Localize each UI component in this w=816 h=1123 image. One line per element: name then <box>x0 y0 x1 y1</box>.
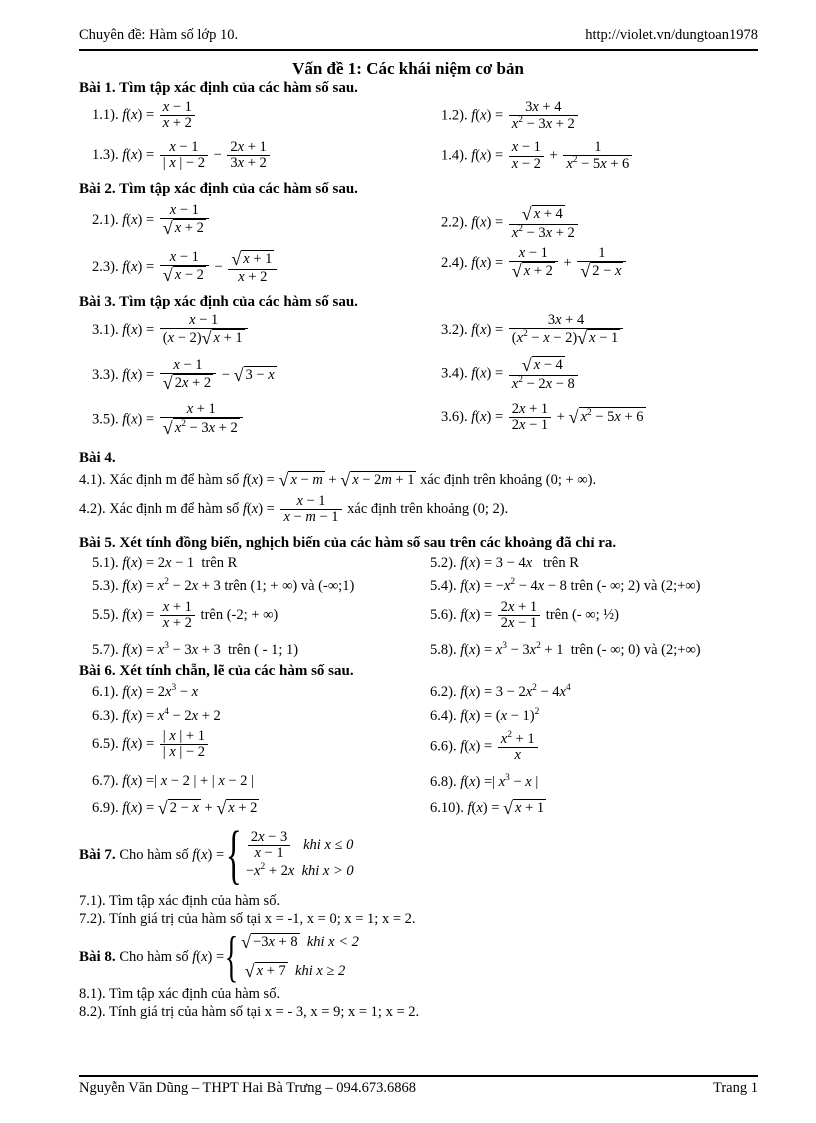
ex-5-6: 5.6). f(x) = $\frac{2x + 1}{2x - 1}$ trên (- ∞; ½) <box>430 599 619 632</box>
ex-6-10: 6.10). f(x) = √ x + 1 <box>430 798 545 818</box>
ex-6-7: 6.7). f(x) =| x − 2 | + | x − 2 | <box>92 773 254 789</box>
ex-3-6: 3.6). f(x) = $\frac{2x + 1}{2x - 1}$ + √ $x^2 - 5x + 6$ <box>441 401 644 434</box>
bai6-heading: Bài 6. Xét tính chẵn, lẽ của các hàm số sau. <box>79 663 354 679</box>
bai5-heading: Bài 5. Xét tính đồng biến, nghịch biến của các hàm số sau trên các khoảng đã chỉ ra. <box>79 535 617 551</box>
bai7-q2: 7.2). Tính giá trị của hàm số tại x = -1, x = 0; x = 1; x = 2. <box>79 911 416 927</box>
ex-3-2: 3.2). f(x) = $\frac{3x + 4}{(x^2 - x - 2)√ x - 1}$ <box>441 313 625 348</box>
ex-6-2: 6.2). $f(x) = 3 - 2x^2 - 4x^4$ <box>430 683 571 700</box>
bai1-heading: Bài 1. Tìm tập xác định của các hàm số sau. <box>79 80 358 96</box>
brace-icon: { <box>226 818 242 891</box>
ex-3-1: 3.1). f(x) = $\frac{x - 1}{(x - 2)√ x + 1}$ <box>92 313 250 348</box>
ex-3-3: 3.3). f(x) = $\frac{x - 1}{√ 2x + 2}$ − √ 3 − x <box>92 357 275 394</box>
ex-6-9: 6.9). f(x) = √ 2 − x + √ x + 2 <box>92 798 258 818</box>
ex-5-2: 5.2). f(x) = 3 − 4x trên R <box>430 555 579 571</box>
bai7-statement: Bài 7. Cho hàm số f(x) ={ $\frac{2x - 3}{x - 1}$ khi x ≤ 0 $-x^2 + 2x$ khi x > 0 <box>79 818 354 891</box>
bai8-statement: Bài 8. Cho hàm số f(x) ={ √ −3x + 8 khi x < 2 √ x + 7 khi x ≥ 2 <box>79 926 359 988</box>
ex-5-7: 5.7). $f(x) = x^3 - 3x + 3$ trên ( - 1; 1) <box>92 641 299 658</box>
ex-5-5: 5.5). f(x) = $\frac{x + 1}{x + 2}$ trên (-2; + ∞) <box>92 599 279 632</box>
ex-1-2: 1.2). f(x) = $\frac{3x + 4}{x^2 - 3x + 2}$ <box>441 100 580 132</box>
ex-6-8: 6.8). f(x) =| $x^3 - x$ | <box>430 773 539 790</box>
brace-icon: { <box>224 926 239 988</box>
ex-6-5: 6.5). f(x) = $\frac{| x | + 1}{| x | - 2}$ <box>92 729 210 760</box>
ex-5-4: 5.4). $f(x) = -x^2 - 4x - 8$ trên (- ∞; 2) và (2;+∞) <box>430 577 701 594</box>
page-title: Vấn đề 1: Các khái niệm cơ bản <box>292 59 524 78</box>
ex-5-1: 5.1). f(x) = 2x − 1 trên R <box>92 555 238 571</box>
bai7-q1: 7.1). Tìm tập xác định của hàm số. <box>79 893 281 909</box>
footer-left: Nguyễn Văn Dũng – THPT Hai Bà Trưng – 094.673.6868 <box>79 1080 416 1096</box>
bai8-q1: 8.1). Tìm tập xác định của hàm số. <box>79 986 281 1002</box>
ex-1-3: 1.3). f(x) = $\frac{x - 1}{| x | - 2}$ − $\frac{2x + 1}{3x + 2}$ <box>92 140 272 171</box>
ex-3-5: 3.5). f(x) = $\frac{x + 1}{√ x^2 - 3x + 2}$ <box>92 402 245 438</box>
bai3-heading: Bài 3. Tìm tập xác định của các hàm số sau. <box>79 294 358 310</box>
header-left: Chuyên đề: Hàm số lớp 10. <box>79 27 239 43</box>
ex-1-4: 1.4). f(x) = $\frac{x - 1}{x - 2}$ + $\frac{1}{x^2 - 5x + 6}$ <box>441 140 634 172</box>
ex-6-1: 6.1). $f(x) = 2x^3 - x$ <box>92 683 199 700</box>
ex-2-2: 2.2). f(x) = $\frac{√ x + 4}{x^2 - 3x + 2}$ <box>441 205 580 241</box>
bai2-heading: Bài 2. Tìm tập xác định của các hàm số sau. <box>79 181 358 197</box>
ex-6-3: 6.3). $f(x) = x^4 - 2x + 2$ <box>92 707 221 724</box>
header-rule <box>79 49 758 51</box>
ex-1-1: 1.1). f(x) = $\frac{x - 1}{x + 2}$ <box>92 100 197 131</box>
ex-4-2: 4.2). Xác định m để hàm số f(x) = $\frac{x - 1}{x - m - 1}$ xác định trên khoảng (0; 2). <box>79 493 509 526</box>
ex-5-3: 5.3). $f(x) = x^2 - 2x + 3$ trên (1; + ∞) và (-∞;1) <box>92 577 355 594</box>
footer-right: Trang 1 <box>713 1080 758 1096</box>
footer-rule <box>79 1075 758 1077</box>
ex-6-6: 6.6). f(x) = $\frac{x^2 + 1}{x}$ <box>430 731 540 763</box>
ex-2-1: 2.1). f(x) = $\frac{x - 1}{√ x + 2}$ <box>92 203 211 238</box>
bai8-q2: 8.2). Tính giá trị của hàm số tại x = - 3, x = 9; x = 1; x = 2. <box>79 1004 420 1020</box>
ex-4-1: 4.1). Xác định m để hàm số f(x) = √ x − m + √ x − 2m + 1 xác định trên khoảng (0; + ∞). <box>79 470 597 490</box>
bai4-heading: Bài 4. <box>79 450 116 466</box>
header-right: http://violet.vn/dungtoan1978 <box>585 27 758 43</box>
ex-5-8: 5.8). $f(x) = x^3 - 3x^2 + 1$ trên (- ∞; 0) và (2;+∞) <box>430 641 701 658</box>
ex-2-4: 2.4). f(x) = $\frac{x - 1}{√ x + 2}$ + $\frac{1}{√ 2 - x}$ <box>441 246 628 281</box>
ex-2-3: 2.3). f(x) = $\frac{x - 1}{√ x - 2}$ − $\frac{√ x + 1}{x + 2}$ <box>92 250 279 285</box>
ex-3-4: 3.4). f(x) = $\frac{√ x - 4}{x^2 - 2x - 8}$ <box>441 356 580 392</box>
ex-6-4: 6.4). $f(x) = (x - 1)^2$ <box>430 707 540 724</box>
